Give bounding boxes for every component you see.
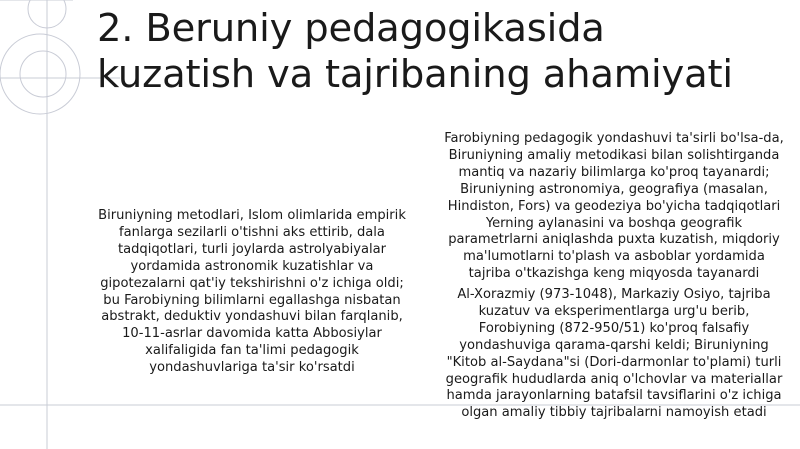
right-bottom-paragraph: Al-Xorazmiy (973-1048), Markaziy Osiyo, tajriba kuzatuv va eksperimentlarga urg'u berib, Forobiyning (872-950/51) ko'proq falsafiy yondashuviga qarama-qarshi keldi; Biruniyning "Kitob al-Saydana"si (Dori-darmonlar to'plami) turli geografik hududlarda aniq o'lchovlar va materiallar hamda jarayonlarning batafsil tavsiflarini o'z ichiga olgan amaliy tibbiy tajribalarni namoyish etadi xyxy=(445,287,783,421)
left-paragraph: Biruniyning metodlari, Islom olimlarida empirik fanlarga sezilarli o'tishni aks ettirib, dala tadqiqotlari, turli joylarda astrolyabiyalar yordamida astronomik kuzatishlar va gipotezalarni qat'iy tekshirishni o'z ichiga oldi; bu Farobiyning bilimlarni egallashga nisbatan abstrakt, deduktiv yondashuvi bilan farqlanib, 10-11-asrlar davomida katta Abbosiylar xalifaligida fan ta'limi pedagogik yondashuvlariga ta'sir ko'rsatdi xyxy=(98,208,406,376)
deco-large-circle xyxy=(0,34,80,114)
deco-mid-circle xyxy=(20,51,66,97)
slide-title-line-2: kuzatish va tajribaning ahamiyati xyxy=(97,52,733,97)
slide-title-line-1: 2. Beruniy pedagogikasida xyxy=(97,6,605,51)
right-top-paragraph: Farobiyning pedagogik yondashuvi ta'sirli bo'lsa-da, Biruniyning amaliy metodikasi bilan solishtirganda mantiq va nazariy bilimlarga ko'proq tayanardi; Biruniyning astronomiya, geografiya (masalan, Hindiston, Fors) va geodeziya bo'yicha tadqiqotlari Yerning aylanasini va boshqa geografik parametrlarni aniqlashda puxta kuzatish, miqdoriy ma'lumotlarni to'plash va asboblar yordamida tajriba o'tkazishga keng miqyosda tayanardi xyxy=(444,131,784,282)
slide-title xyxy=(97,6,797,98)
